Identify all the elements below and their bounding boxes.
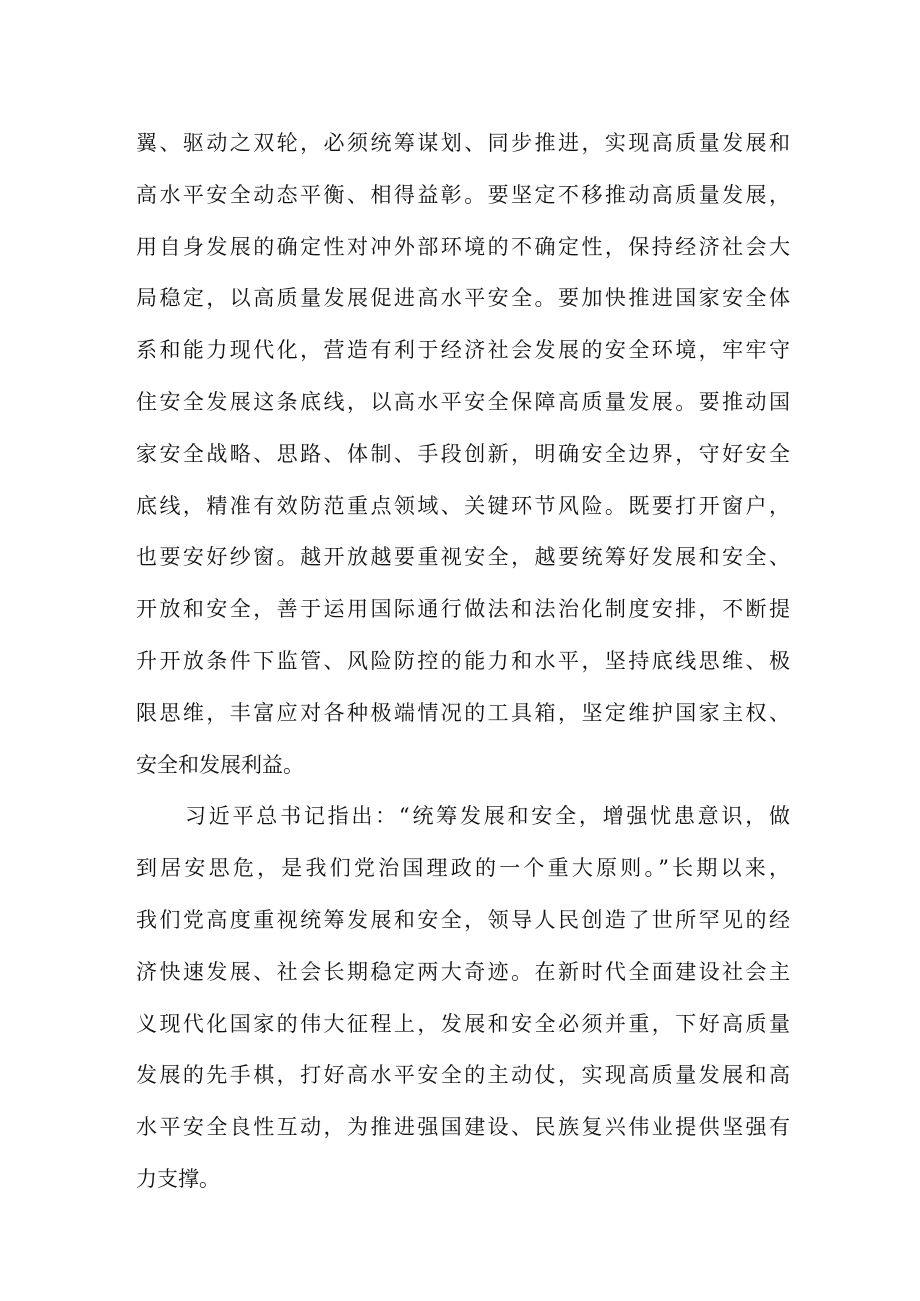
text-line: 局稳定，以高质量发展促进高水平安全。要加快推进国家安全体 <box>136 286 790 311</box>
text-line: 限思维，丰富应对各种极端情况的工具箱，坚定维护国家主权、 <box>136 700 790 725</box>
text-line: 也要安好纱窗。越开放越要重视安全，越要统筹好发展和安全、 <box>136 545 790 570</box>
paragraph-2 <box>136 791 790 1205</box>
text-line: 我们党高度重视统筹发展和安全，领导人民创造了世所罕见的经 <box>136 907 790 932</box>
body-text <box>136 118 790 1206</box>
text-line: 到居安思危，是我们党治国理政的一个重大原则。”长期以来， <box>136 856 790 881</box>
text-line: 习近平总书记指出：“统筹发展和安全，增强忧患意识，做 <box>185 804 790 829</box>
text-line: 系和能力现代化，营造有利于经济社会发展的安全环境，牢牢守 <box>136 338 790 363</box>
text-line: 开放和安全，善于运用国际通行做法和法治化制度安排，不断提 <box>136 597 790 622</box>
text-line: 住安全发展这条底线，以高水平安全保障高质量发展。要推动国 <box>136 389 790 414</box>
text-line: 力支撑。 <box>136 1166 220 1191</box>
text-line: 水平安全良性互动，为推进强国建设、民族复兴伟业提供坚强有 <box>136 1115 790 1140</box>
text-line: 用自身发展的确定性对冲外部环境的不确定性，保持经济社会大 <box>136 234 790 259</box>
text-line: 翼、驱动之双轮，必须统筹谋划、同步推进，实现高质量发展和 <box>136 131 790 155</box>
text-line: 升开放条件下监管、风险防控的能力和水平，坚持底线思维、极 <box>136 648 790 673</box>
paragraph-1 <box>136 118 790 791</box>
text-line: 底线，精准有效防范重点领域、关键环节风险。既要打开窗户， <box>136 493 790 518</box>
text-line: 高水平安全动态平衡、相得益彰。要坚定不移推动高质量发展， <box>136 182 790 207</box>
text-line: 济快速发展、社会长期稳定两大奇迹。在新时代全面建设社会主 <box>136 959 790 984</box>
text-line: 义现代化国家的伟大征程上，发展和安全必须并重，下好高质量 <box>136 1011 790 1036</box>
text-line: 家安全战略、思路、体制、手段创新，明确安全边界，守好安全 <box>136 441 790 466</box>
text-line: 发展的先手棋，打好高水平安全的主动仗，实现高质量发展和高 <box>136 1063 790 1088</box>
text-line: 安全和发展利益。 <box>136 752 304 777</box>
